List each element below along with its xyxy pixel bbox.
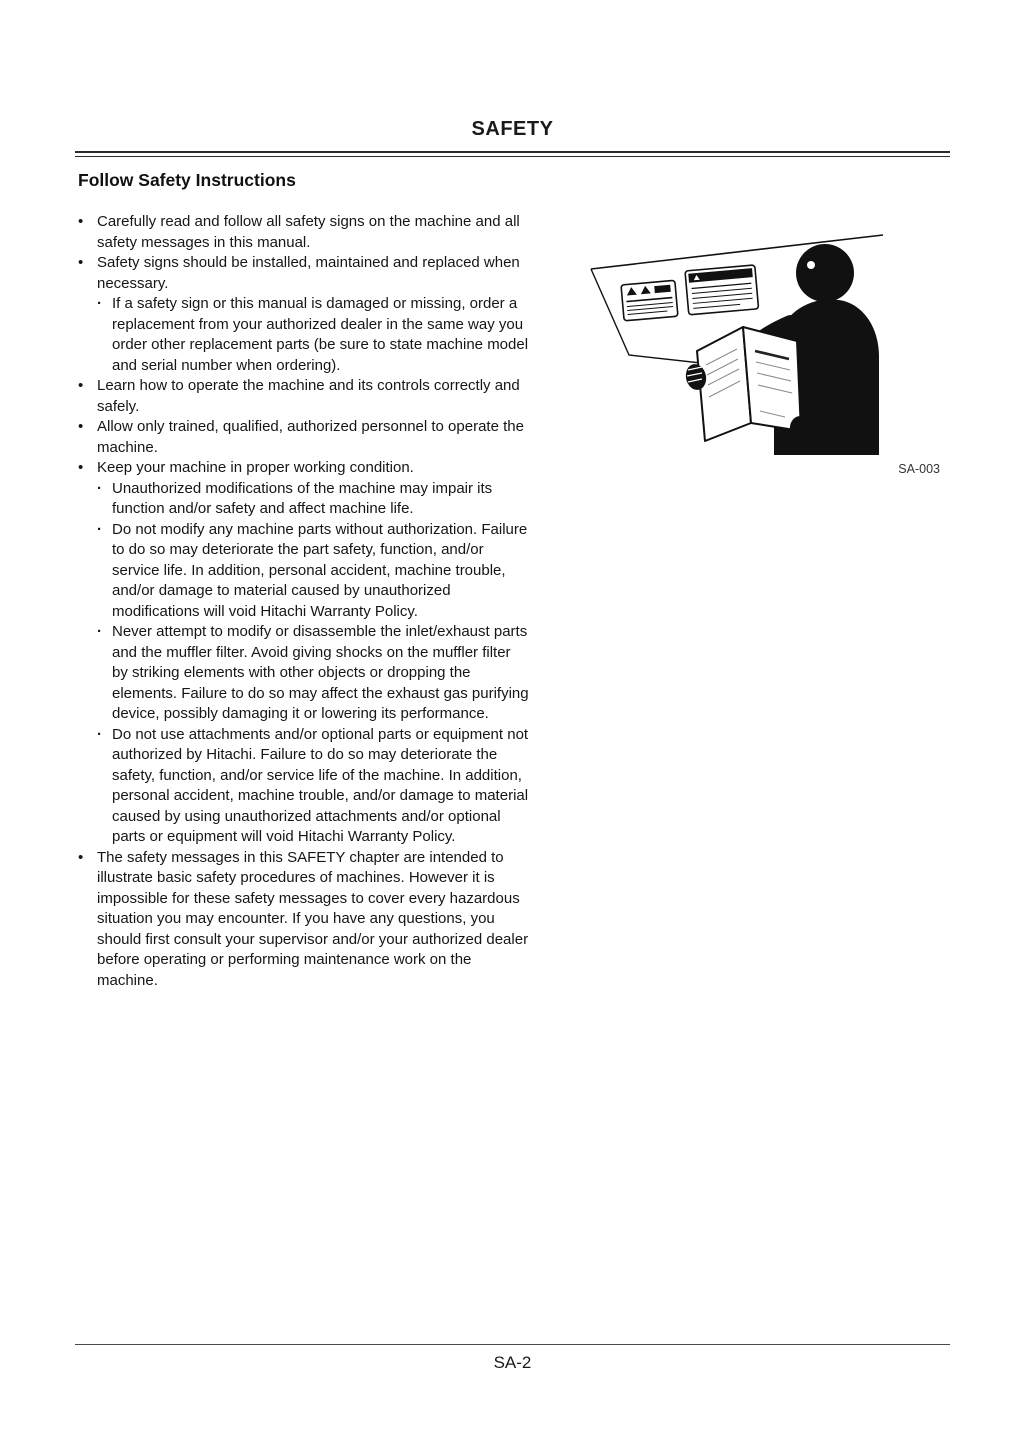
sub-bullet-item <box>97 520 530 623</box>
item-text: Never attempt to modify or disassemble the inlet/exhaust parts and the muffler filter. Avoid giving shocks on the muffler filter by striking elements with other objects or dropping the elements. Failure to do so may affect the exhaust gas purifying device, possibly damaging it or lowering its performance. <box>112 623 529 722</box>
sub-bullet-item <box>97 725 530 848</box>
bullet-item <box>78 848 530 992</box>
bullet-marker: • <box>78 377 84 394</box>
warning-label-icon <box>621 280 678 321</box>
item-text: Allow only trained, qualified, authorized personnel to operate the machine. <box>97 418 524 456</box>
sub-bullet-marker: · <box>97 623 102 640</box>
operator-reading-manual-illustration <box>585 225 905 475</box>
bullet-marker: • <box>78 459 84 476</box>
sub-bullet-marker: · <box>97 520 102 538</box>
bullet-marker: • <box>78 254 84 271</box>
sub-bullet-marker: · <box>97 479 102 497</box>
bullet-item <box>78 417 530 458</box>
item-text: Learn how to operate the machine and its controls correctly and safely. <box>97 377 520 415</box>
manual-book-icon <box>697 327 801 441</box>
sub-bullet-marker: · <box>97 725 102 743</box>
transmitter-label-icon <box>685 265 759 315</box>
sub-bullet-item <box>97 479 530 520</box>
bullet-item <box>78 253 530 294</box>
item-text: Do not modify any machine parts without authorization. Failure to do so may deteriorate the part safety, function, and/or service life. In addition, personal accident, machine trouble, and/or damage to material caused by unauthorized modifications will void Hitachi Warranty Policy. <box>112 520 528 620</box>
bullet-marker: • <box>78 848 84 866</box>
bullet-marker: • <box>78 418 84 435</box>
figure-caption: SA-003 <box>898 462 940 476</box>
sub-bullet-marker: · <box>97 295 102 312</box>
sub-bullet-item <box>97 622 530 725</box>
page-number: SA-2 <box>493 1353 532 1372</box>
page-title: SAFETY <box>471 118 554 140</box>
sub-bullet-item <box>97 294 530 376</box>
item-text: Safety signs should be installed, maintained and replaced when necessary. <box>97 254 520 292</box>
item-text: Carefully read and follow all safety signs on the machine and all safety messages in this manual. <box>97 213 520 251</box>
section-heading: Follow Safety Instructions <box>78 170 296 190</box>
item-text: Unauthorized modifications of the machine may impair its function and/or safety and affect machine life. <box>112 479 493 517</box>
item-text: Keep your machine in proper working condition. <box>97 459 414 476</box>
item-text: Do not use attachments and/or optional parts or equipment not authorized by Hitachi. Failure to do so may deteriorate the safety, function, and/or service life of the machine. In addition, personal accident, machine trouble, and/or damage to material caused by using unauthorized attachments and/or optional parts or equipment will void Hitachi Warranty Policy. <box>112 725 529 845</box>
instruction-list <box>78 212 530 991</box>
figure <box>585 225 905 475</box>
item-text: If a safety sign or this manual is damaged or missing, order a replacement from your authorized dealer in the same way you order other replacement parts (be sure to state machine model and serial number when ordering). <box>112 295 529 374</box>
title-double-rule <box>75 151 950 157</box>
item-text: The safety messages in this SAFETY chapter are intended to illustrate basic safety procedures of machines. However it is impossible for these safety messages to cover every hazardous situation you may encounter. If you have any questions, you should first consult your supervisor and/or your authorized dealer before operating or performing maintenance work on the machine. <box>97 848 529 989</box>
bullet-marker: • <box>78 213 84 230</box>
bullet-item <box>78 376 530 417</box>
footer-rule <box>75 1344 950 1345</box>
bullet-item <box>78 458 530 479</box>
bullet-item <box>78 212 530 253</box>
